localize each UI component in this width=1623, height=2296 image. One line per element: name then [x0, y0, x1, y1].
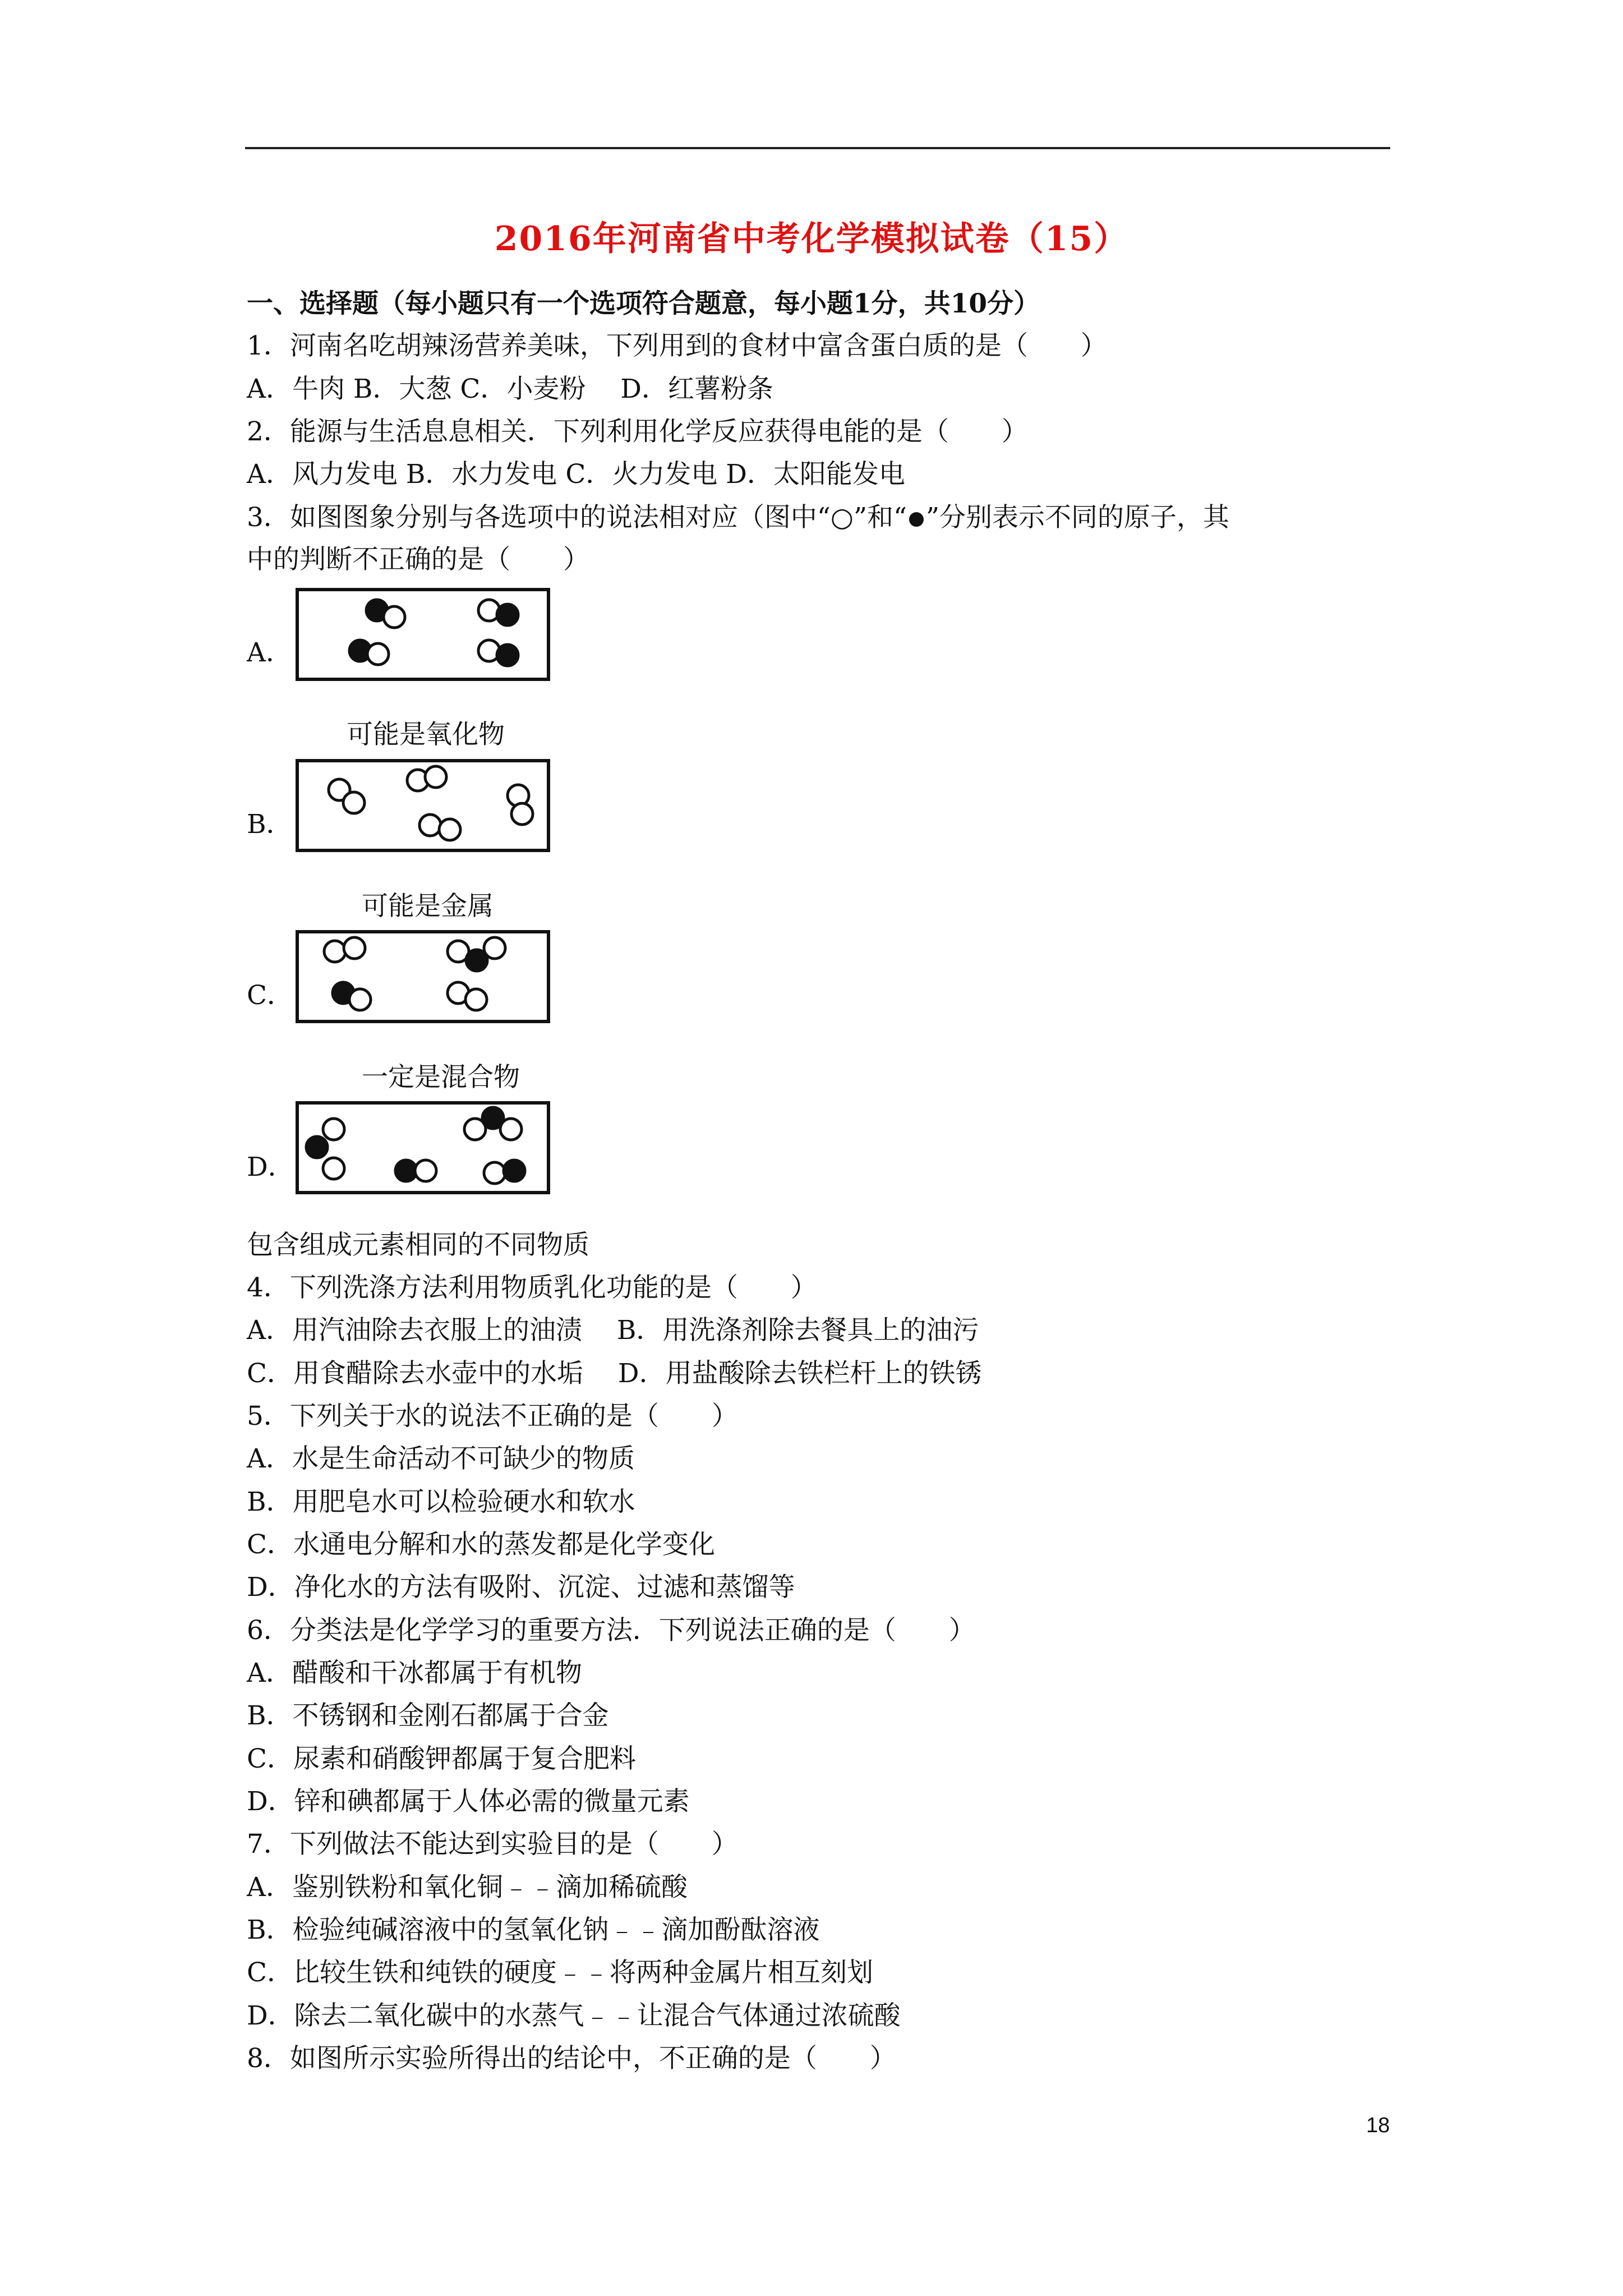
q3-option-a-label: A．: [247, 637, 292, 668]
q8-stem: 8．如图所示实验所得出的结论中，不正确的是（ ）: [247, 2043, 896, 2074]
q1-options: A．牛肉 B．大葱 C．小麦粉 D．红薯粉条: [247, 374, 773, 404]
q3-option-b-label: B．: [247, 809, 293, 840]
q7-option-a: A．鉴别铁粉和氧化铜﹣﹣滴加稀硫酸: [247, 1872, 688, 1903]
q7-option-b: B．检验纯碱溶液中的氢氧化钠﹣﹣滴加酚酞溶液: [247, 1915, 820, 1945]
q3-stem-line1: [247, 501, 1229, 535]
q3-option-b-caption: 可能是金属: [362, 891, 494, 922]
q3-option-d-label: D．: [247, 1152, 294, 1182]
q3-stem-b: ”分别表示不同的原子，其: [926, 502, 1230, 533]
q7-option-d: D．除去二氧化碳中的水蒸气﹣﹣让混合气体通过浓硫酸: [247, 2000, 901, 2031]
q2-stem: 2．能源与生活息息相关．下列利用化学反应获得电能的是（ ）: [247, 416, 1028, 447]
q6-option-b: B．不锈钢和金刚石都属于合金: [247, 1700, 609, 1731]
q1-stem: 1．河南名吃胡辣汤营养美味，下列用到的食材中富含蛋白质的是（ ）: [247, 330, 1107, 361]
q3-option-c-caption: 一定是混合物: [362, 1062, 520, 1093]
q5-stem: 5．下列关于水的说法不正确的是（ ）: [247, 1401, 738, 1432]
q6-option-d: D．锌和碘都属于人体必需的微量元素: [247, 1786, 690, 1817]
q6-option-a: A．醋酸和干冰都属于有机物: [247, 1658, 582, 1688]
q3-option-c-label: C．: [247, 980, 293, 1011]
q3-diagram-a: [296, 588, 550, 681]
q7-option-c: C．比较生铁和纯铁的硬度﹣﹣将两种金属片相互刻划: [247, 1957, 873, 1988]
q5-option-d: D．净化水的方法有吸附、沉淀、过滤和蒸馏等: [247, 1572, 795, 1603]
page-number: 18: [1366, 2114, 1390, 2137]
q3-diagram-c: [296, 930, 550, 1023]
q3-stem-a: 3．如图图象分别与各选项中的说法相对应（图中“○”和“: [247, 502, 907, 533]
q3-diagram-d: [296, 1101, 550, 1194]
q2-options: A．风力发电 B．水力发电 C．火力发电 D．太阳能发电: [247, 459, 905, 490]
q5-option-b: B．用肥皂水可以检验硬水和软水: [247, 1487, 635, 1517]
q6-stem: 6．分类法是化学学习的重要方法．下列说法正确的是（ ）: [247, 1615, 975, 1646]
q3-option-a-caption: 可能是氧化物: [347, 719, 505, 750]
q4-stem: 4．下列洗涤方法利用物质乳化功能的是（ ）: [247, 1272, 817, 1303]
q3-diagram-b: [296, 759, 550, 852]
q4-options-line1: A．用汽油除去衣服上的油渍 B．用洗涤剂除去餐具上的油污: [247, 1315, 979, 1346]
header-rule: [245, 147, 1390, 149]
q3-stem-line2: 中的判断不正确的是（ ）: [247, 544, 589, 575]
q5-option-a: A．水是生命活动不可缺少的物质: [247, 1443, 635, 1474]
q7-stem: 7．下列做法不能达到实验目的是（ ）: [247, 1829, 738, 1860]
q6-option-c: C．尿素和硝酸钾都属于复合肥料: [247, 1743, 636, 1774]
q4-options-line2: C．用食醋除去水壶中的水垢 D．用盐酸除去铁栏杆上的铁锈: [247, 1358, 982, 1389]
q3-option-d-caption: 包含组成元素相同的不同物质: [247, 1230, 589, 1260]
black-atom-icon: [907, 510, 926, 529]
q5-option-c: C．水通电分解和水的蒸发都是化学变化: [247, 1529, 715, 1560]
section-heading: 一、选择题（每小题只有一个选项符合题意，每小题1分，共10分）: [247, 288, 1040, 319]
page-title: 2016年河南省中考化学模拟试卷（15）: [494, 219, 1129, 259]
